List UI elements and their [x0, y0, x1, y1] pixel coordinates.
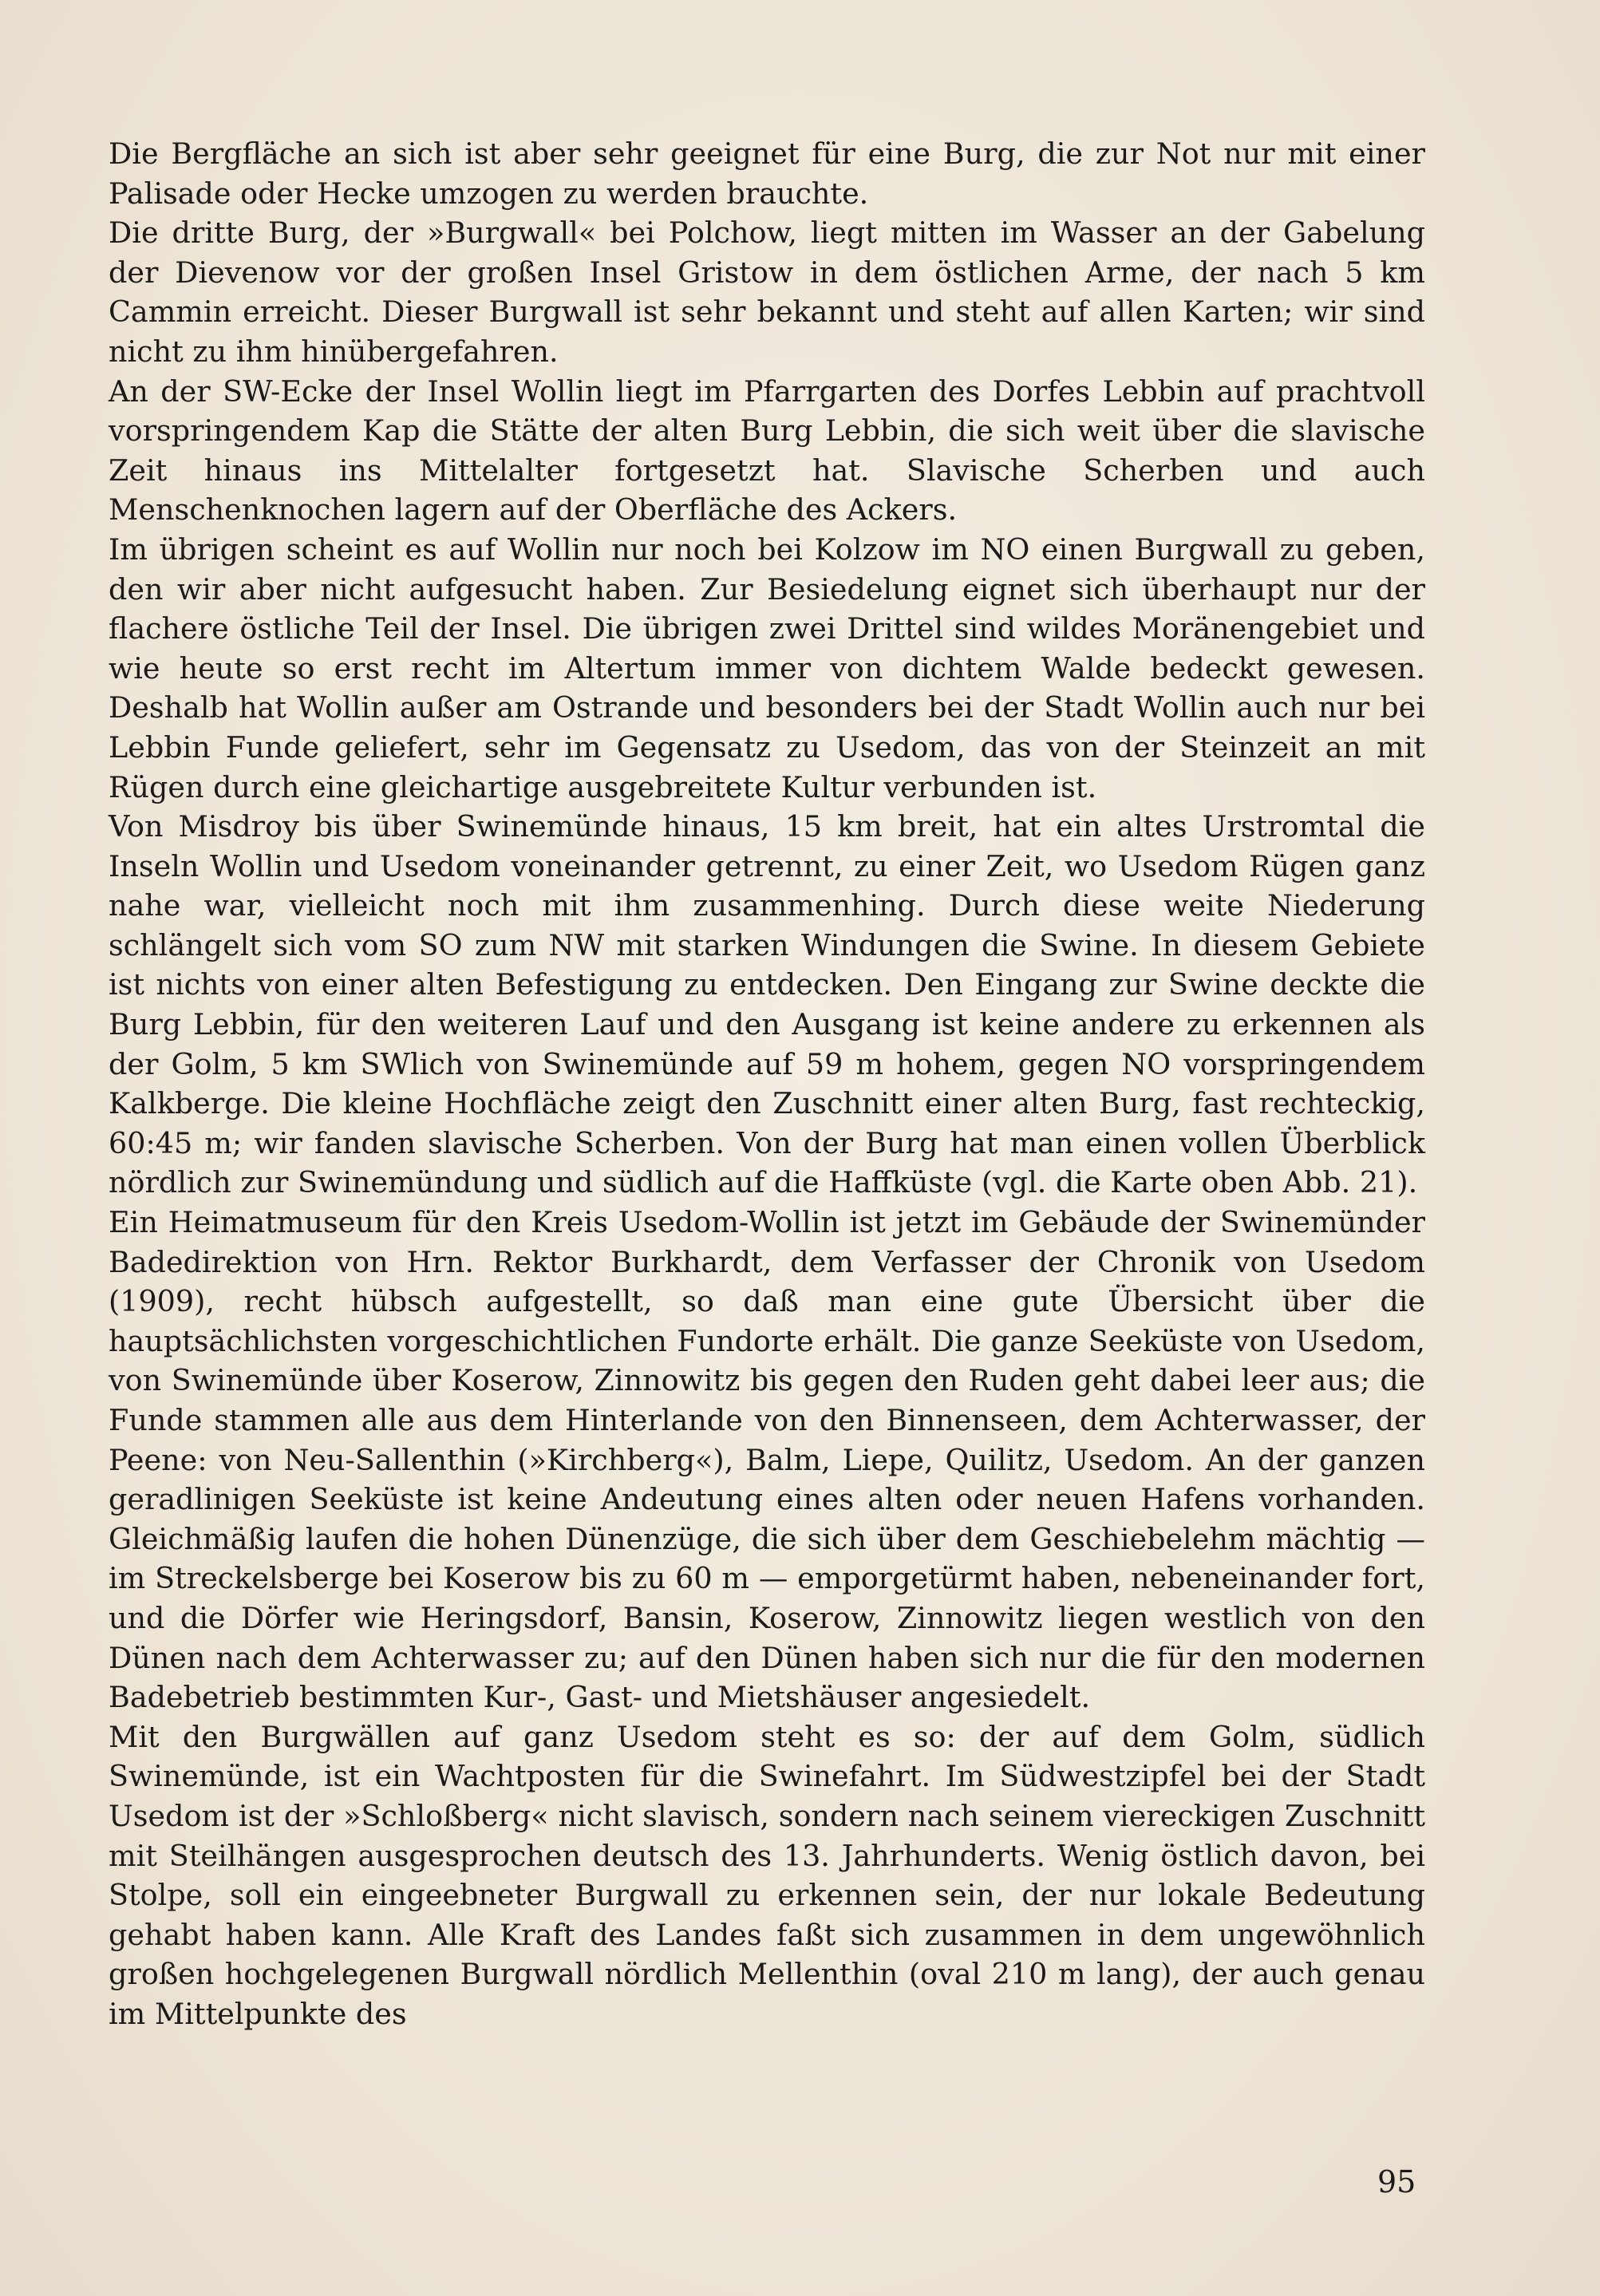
paragraph-heimatmuseum: Ein Heimatmuseum für den Kreis Usedom-Wollin ist jetzt im Gebäude der Swinemünder Badedirektion von Hrn. Rektor Burkhardt, dem Verfasser der Chronik von Usedom (1909), recht hübsch aufgestellt, so daß man eine gute Übersicht über die hauptsächlichsten vorgeschichtlichen Fundorte erhält. Die ganze Seeküste von Usedom, von Swinemünde über Koserow, Zinnowitz bis gegen den Ruden geht dabei leer aus; die Funde stammen alle aus dem Hinterlande von den Binnenseen, dem Achterwasser, der Peene: von Neu-Sallenthin (»Kirchberg«), Balm, Liepe, Quilitz, Usedom. An der ganzen geradlinigen Seeküste ist keine Andeutung eines alten oder neuen Hafens vorhanden. Gleichmäßig laufen die hohen Dünenzüge, die sich über dem Geschiebelehm mächtig — im Streckelsberge bei Koserow bis zu 60 m — emporgetürmt haben, nebeneinander fort, und die Dörfer wie Heringsdorf, Bansin, Koserow, Zinnowitz liegen westlich von den Dünen nach dem Achterwasser zu; auf den Dünen haben sich nur die für den modernen Badebetrieb bestimmten Kur-, Gast- und Mietshäuser angesiedelt.	[109, 1205, 1425, 1715]
body-text	[109, 134, 1425, 2034]
paragraph-bergflaeche: Die Bergfläche an sich ist aber sehr geeignet für eine Burg, die zur Not nur mit einer Palisade oder Hecke umzogen zu werden brauchte.	[109, 136, 1425, 211]
paragraph-burgwaelle-usedom: Mit den Burgwällen auf ganz Usedom steht es so: der auf dem Golm, südlich Swinemünde, ist ein Wachtposten für die Swinefahrt. Im Südwestzipfel bei der Stadt Usedom ist der »Schloßberg« nicht slavisch, sondern nach seinem viereckigen Zuschnitt mit Steilhängen ausgesprochen deutsch des 13. Jahrhunderts. Wenig östlich davon, bei Stolpe, soll ein eingeebneter Burgwall zu erkennen sein, der nur lokale Bedeutung gehabt haben kann. Alle Kraft des Landes faßt sich zusammen in dem ungewöhnlich großen hochgelegenen Burgwall nördlich Mellenthin (oval 210 m lang), der auch genau im Mittelpunkte des	[109, 1719, 1425, 2031]
paragraph-swine: Von Misdroy bis über Swinemünde hinaus, 15 km breit, hat ein altes Urstromtal die Inseln Wollin und Usedom voneinander getrennt, zu einer Zeit, wo Usedom Rügen ganz nahe war, vielleicht noch mit ihm zusammenhing. Durch diese weite Niederung schlängelt sich vom SO zum NW mit starken Windungen die Swine. In diesem Gebiete ist nichts von einer alten Befestigung zu entdecken. Den Eingang zur Swine deckte die Burg Lebbin, für den weiteren Lauf und den Ausgang ist keine andere zu erkennen als der Golm, 5 km SWlich von Swinemünde auf 59 m hohem, gegen NO vorspringendem Kalkberge. Die kleine Hochfläche zeigt den Zuschnitt einer alten Burg, fast rechteckig, 60:45 m; wir fanden slavische Scherben. Von der Burg hat man einen vollen Überblick nördlich zur Swinemündung und südlich auf die Haffküste (vgl. die Karte oben Abb. 21).	[109, 809, 1425, 1200]
page-number: 95	[1377, 2164, 1416, 2199]
paragraph-wollin: Im übrigen scheint es auf Wollin nur noch bei Kolzow im NO einen Burgwall zu geben, den wir aber nicht aufgesucht haben. Zur Besiedelung eignet sich überhaupt nur der flachere östliche Teil der Insel. Die übrigen zwei Drittel sind wildes Moränengebiet und wie heute so erst recht im Altertum immer von dichtem Walde bedeckt gewesen. Deshalb hat Wollin außer am Ostrande und besonders bei der Stadt Wollin auch nur bei Lebbin Funde geliefert, sehr im Gegensatz zu Usedom, das von der Steinzeit an mit Rügen durch eine gleichartige ausgebreitete Kultur verbunden ist.	[109, 532, 1425, 804]
paragraph-polchow: Die dritte Burg, der »Burgwall« bei Polchow, liegt mitten im Wasser an der Gabelung der Dievenow vor der großen Insel Gristow in dem östlichen Arme, der nach 5 km Cammin erreicht. Dieser Burgwall ist sehr bekannt und steht auf allen Karten; wir sind nicht zu ihm hinübergefahren.	[109, 215, 1425, 369]
paragraph-lebbin: An der SW-Ecke der Insel Wollin liegt im Pfarrgarten des Dorfes Lebbin auf prachtvoll vorspringendem Kap die Stätte der alten Burg Lebbin, die sich weit über die slavische Zeit hinaus ins Mittelalter fortgesetzt hat. Slavische Scherben und auch Menschenknochen lagern auf der Oberfläche des Ackers.	[109, 373, 1425, 528]
